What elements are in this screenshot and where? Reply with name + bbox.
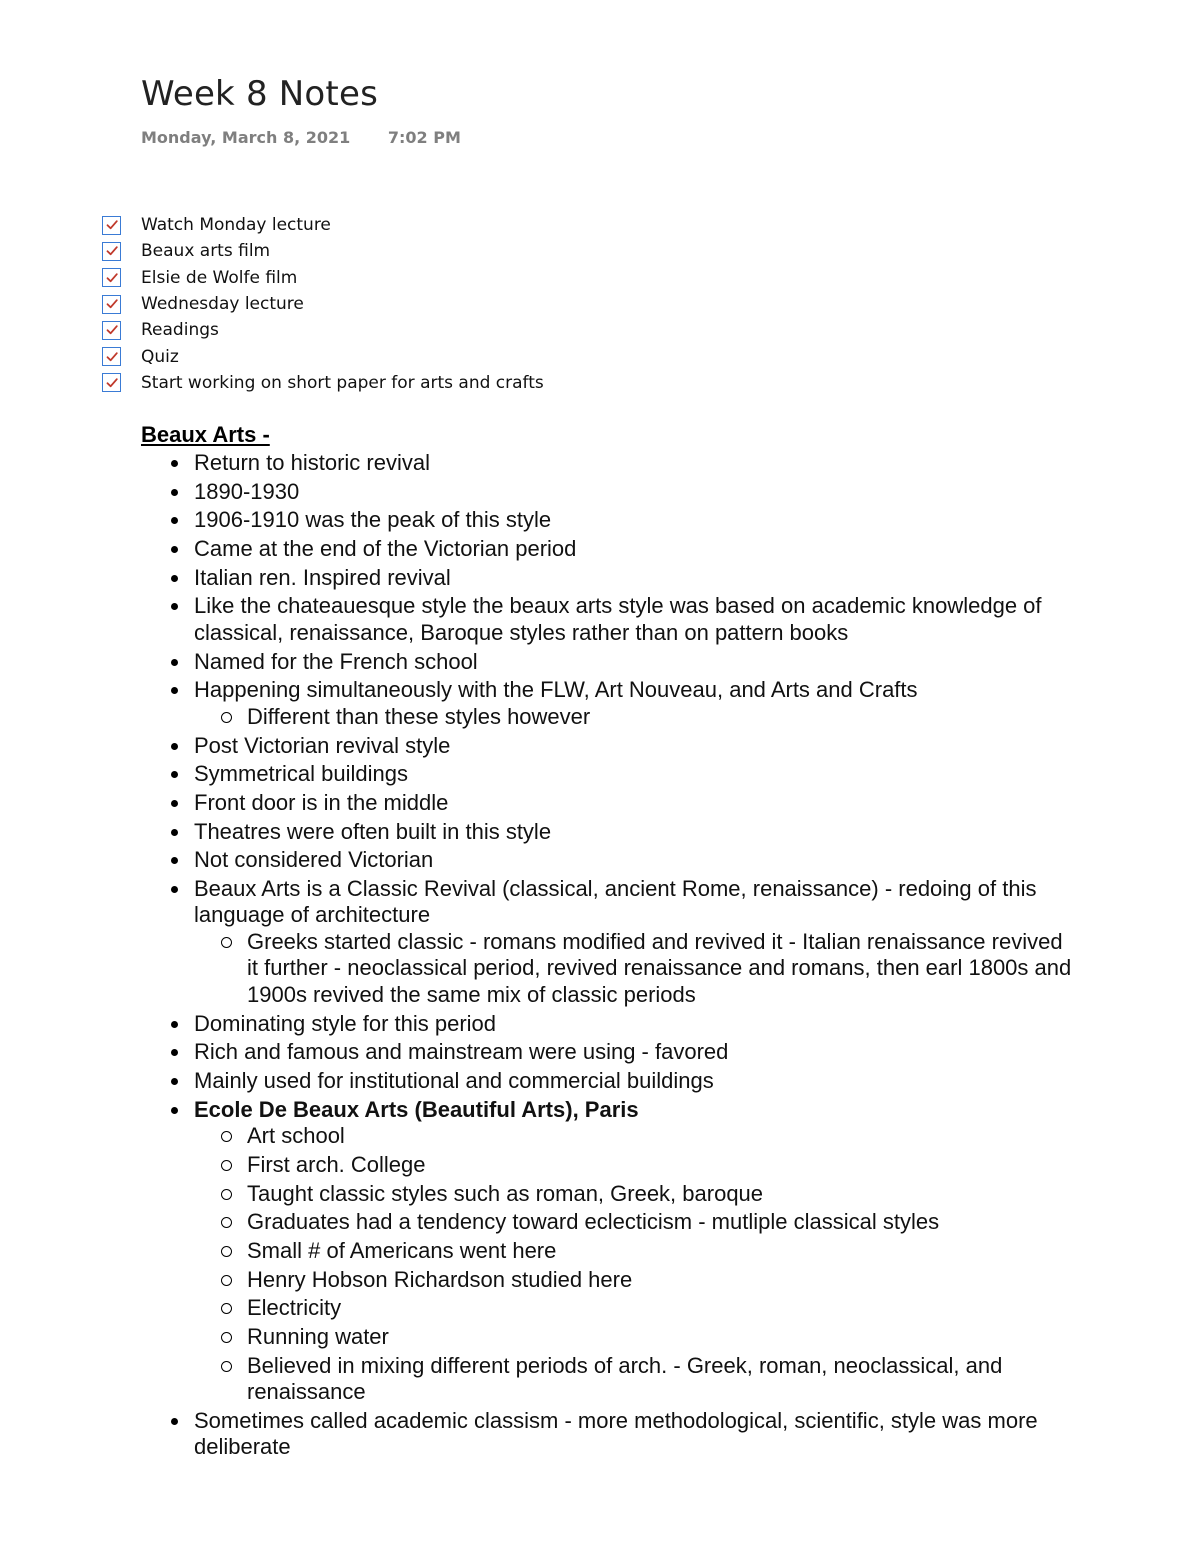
bullet-text: 1906-1910 was the peak of this style [194, 507, 552, 533]
checkbox-checked-icon[interactable] [102, 373, 121, 392]
bullet-item [194, 450, 1074, 477]
bullet-text: Italian ren. Inspired revival [194, 564, 451, 590]
bullet-text: Happening simultaneously with the FLW, Art Nouveau, and Arts and Crafts [194, 677, 918, 703]
todo-label: Beaux arts film [141, 241, 271, 262]
checkbox-checked-icon[interactable] [102, 295, 121, 314]
sub-bullet-text: Electricity [247, 1295, 342, 1321]
todo-item [102, 317, 544, 343]
sub-bullet-text: Taught classic styles such as roman, Greek, baroque [247, 1180, 764, 1206]
bullet-text: Symmetrical buildings [194, 761, 408, 787]
bullet-item [194, 479, 1074, 506]
bullet-item [194, 593, 1074, 646]
bullet-item [194, 536, 1074, 563]
bullet-text: Like the chateauesque style the beaux arts style was based on academic knowledge of classical, renaissance, Baroque styles rather than on pattern books [194, 593, 1042, 645]
todo-label: Elsie de Wolfe film [141, 267, 298, 288]
bullet-text: Sometimes called academic classism - more methodological, scientific, style was more deliberate [194, 1407, 1038, 1460]
sub-bullet-text: Small # of Americans went here [247, 1237, 557, 1263]
page-title: Week 8 Notes [141, 74, 378, 114]
sub-bullet-text: Running water [247, 1324, 389, 1349]
bullet-item [194, 677, 1074, 730]
bullet-text: Mainly used for institutional and commercial buildings [194, 1068, 714, 1093]
section-heading: Beaux Arts - [141, 422, 270, 447]
bullet-text: Post Victorian revival style [194, 732, 451, 758]
bullet-text: Beaux Arts is a Classic Revival (classical, ancient Rome, renaissance) - redoing of this language of architecture [194, 875, 1037, 928]
sub-bullet-item [247, 1353, 1074, 1406]
checkbox-checked-icon[interactable] [102, 242, 121, 261]
sub-bullet-item [247, 1324, 1074, 1351]
sub-bullet-text: Greeks started classic - romans modified and revived it - Italian renaissance revived it further - neoclassical period, revived renaissance and romans, then earl 1800s and 1900s revived the same mix of classic periods [247, 928, 1072, 1007]
sub-bullet-text: Art school [247, 1123, 345, 1149]
todo-label: Readings [141, 320, 219, 341]
sub-bullet-list [194, 1123, 1074, 1406]
checkbox-checked-icon[interactable] [102, 216, 121, 235]
bullet-text: Front door is in the middle [194, 789, 449, 815]
bullet-item [194, 1097, 1074, 1406]
sub-bullet-text: Different than these styles however [247, 703, 591, 729]
sub-bullet-item [247, 704, 1074, 731]
todo-item [102, 238, 544, 264]
bullet-text: Rich and famous and mainstream were using - favored [194, 1039, 729, 1065]
bullet-text: Came at the end of the Victorian period [194, 536, 577, 562]
sub-bullet-text: First arch. College [247, 1151, 426, 1177]
checkbox-checked-icon[interactable] [102, 347, 121, 366]
page-date: Monday, March 8, 2021 [141, 128, 351, 147]
sub-bullet-item [247, 1123, 1074, 1150]
bullet-text: Ecole De Beaux Arts (Beautiful Arts), Paris [194, 1096, 639, 1122]
todo-item [102, 265, 544, 291]
sub-bullet-text: Graduates had a tendency toward eclecticism - mutliple classical styles [247, 1209, 940, 1235]
bullet-text: Dominating style for this period [194, 1010, 497, 1036]
sub-bullet-list [194, 929, 1074, 1009]
checkbox-checked-icon[interactable] [102, 268, 121, 287]
sub-bullet-text: Henry Hobson Richardson studied here [247, 1266, 633, 1292]
sub-bullet-item [247, 1267, 1074, 1294]
todo-item [102, 343, 544, 369]
page-time: 7:02 PM [387, 128, 461, 147]
sub-bullet-item [247, 1152, 1074, 1179]
bullet-text: Return to historic revival [194, 450, 430, 475]
sub-bullet-text: Believed in mixing different periods of arch. - Greek, roman, neoclassical, and renaissance [247, 1352, 1003, 1405]
todo-label: Quiz [141, 346, 179, 367]
todo-label: Start working on short paper for arts and crafts [141, 372, 544, 393]
bullet-item [194, 761, 1074, 788]
sub-bullet-item [247, 1181, 1074, 1208]
bullet-text: Not considered Victorian [194, 847, 434, 873]
todo-list [102, 212, 544, 396]
bullet-text: 1890-1930 [194, 478, 300, 504]
notes-list [194, 450, 1074, 1463]
todo-item [102, 291, 544, 317]
bullet-item [194, 876, 1074, 1009]
bullet-item [194, 819, 1074, 846]
bullet-item [194, 1068, 1074, 1095]
todo-item [102, 212, 544, 238]
bullet-item [194, 1011, 1074, 1038]
bullet-item [194, 507, 1074, 534]
sub-bullet-item [247, 1295, 1074, 1322]
sub-bullet-item [247, 1209, 1074, 1236]
bullet-item [194, 565, 1074, 592]
checkbox-checked-icon[interactable] [102, 321, 121, 340]
page-metadata [141, 127, 461, 149]
todo-label: Wednesday lecture [141, 294, 304, 315]
todo-item [102, 370, 544, 396]
bullet-text: Theatres were often built in this style [194, 818, 552, 844]
bullet-item [194, 790, 1074, 817]
bullet-item [194, 847, 1074, 874]
bullet-item [194, 1408, 1074, 1461]
sub-bullet-item [247, 929, 1074, 1009]
bullet-text: Named for the French school [194, 648, 478, 674]
bullet-item [194, 733, 1074, 760]
sub-bullet-list [194, 704, 1074, 731]
bullet-item [194, 1039, 1074, 1066]
sub-bullet-item [247, 1238, 1074, 1265]
todo-label: Watch Monday lecture [141, 215, 331, 236]
bullet-item [194, 649, 1074, 676]
